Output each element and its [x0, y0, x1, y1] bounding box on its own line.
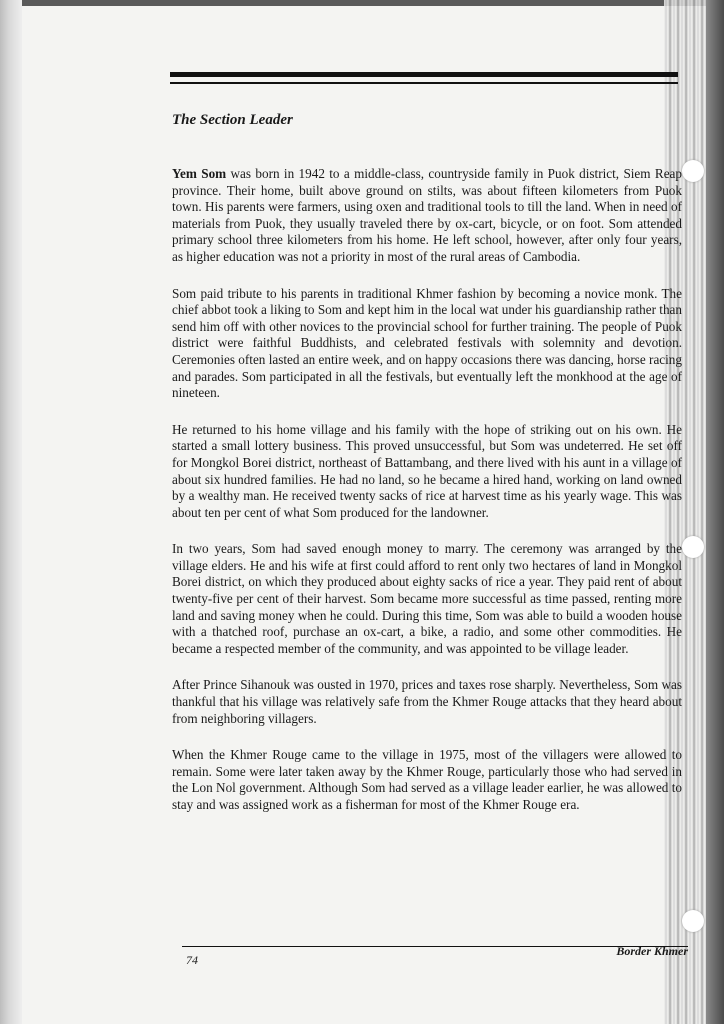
paragraph-text: Som paid tribute to his parents in traditional Khmer fashion by becoming a novice monk. The chief abbot took a liking to Som and kept him in the local wat under his guardianship rather than send him off with other novices to the provincial school for further training. The people of Puok district were faithful Buddhists, and celebrated festivals with solemnity and devotion. Ceremonies often lasted an entire week, and on happy occasions there was dancing, horse racing and parades. Som participated in all the festivals, but eventually left the monkhood at the age of nineteen. [172, 285, 682, 401]
footer-rule [182, 946, 688, 947]
paragraph-text: After Prince Sihanouk was ousted in 1970, prices and taxes rose sharply. Nevertheless, Som was thankful that his village was relatively safe from the Khmer Rouge attacks that they heard about from neighboring villagers. [172, 677, 682, 726]
punch-hole [682, 160, 704, 182]
paragraph [172, 422, 682, 522]
paragraph [172, 286, 682, 402]
scan-right-edge [706, 0, 724, 1024]
punch-hole [682, 910, 704, 932]
paragraph [172, 166, 682, 266]
paragraph-text: When the Khmer Rouge came to the village in 1975, most of the villagers were allowed to remain. Some were later taken away by the Khmer Rouge, particularly those who had served in the Lon Nol government. Although Som had served as a village leader earlier, he was allowed to stay and was assigned work as a fisherman for most of the Khmer Rouge era. [172, 747, 682, 812]
header-rule-thick [170, 72, 678, 77]
footer-book-title: Border Khmer [616, 944, 688, 958]
page-number: 74 [186, 953, 198, 967]
paragraph-text: He returned to his home village and his family with the hope of striking out on his own. He started a small lottery business. This proved unsuccessful, but Som was undeterred. He set off for Mongkol Borei district, northeast of Battambang, and there lived with his aunt in a village of about six hundred families. He had no land, so he became a hired hand, working on land owned by a wealthy man. He received twenty sacks of rice at harvest time as his yearly wage. This was about ten per cent of what Som produced for the landowner. [172, 421, 682, 520]
scan-top-edge [0, 0, 724, 6]
paragraph-text: In two years, Som had saved enough money to marry. The ceremony was arranged by the village elders. He and his wife at first could afford to rent only two hectares of land in Mongkol Borei district, on which they produced about eighty sacks of rice a year. They paid rent of about twenty-five per cent of their harvest. Som became more successful as time passed, renting more land and saving money when he could. During this time, Som was able to build a wooden house with a thatched roof, purchase an ox-cart, a bike, a radio, and some other commodities. He became a respected member of the community, and was appointed to be village leader. [172, 541, 682, 656]
paragraph [172, 747, 682, 813]
body-text [172, 166, 682, 834]
paragraph-lead: Yem Som [172, 166, 227, 181]
punch-hole [682, 536, 704, 558]
scan-left-shadow [0, 0, 22, 1024]
paragraph-text: was born in 1942 to a middle-class, countryside family in Puok district, Siem Reap province. Their home, built above ground on stilts, was about fifteen kilometers from Puok town. His parents were farmers, using oxen and traditional tools to till the land. When in need of materials from Puok, they usually traveled there by ox-cart, bicycle, or on foot. Som attended primary school three kilometers from his home. He left school, however, after only four years, as higher education was not a priority in most of the rural areas of Cambodia. [172, 166, 683, 264]
paragraph [172, 541, 682, 657]
section-title: The Section Leader [172, 112, 293, 128]
header-rule-thin [170, 82, 678, 84]
paragraph [172, 677, 682, 727]
